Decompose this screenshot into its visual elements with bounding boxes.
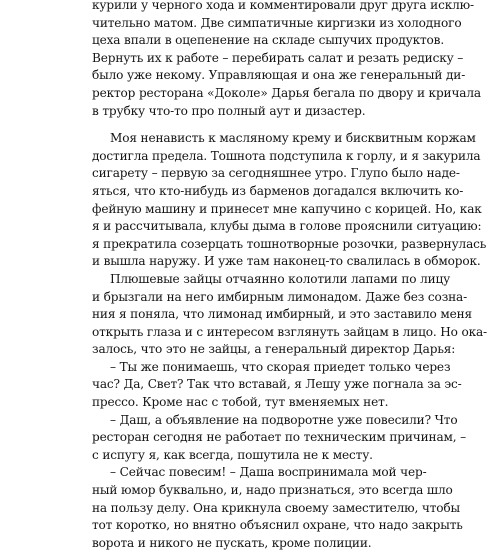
paragraph <box>92 130 487 271</box>
paragraph <box>92 464 463 552</box>
text-line: чительно матом. Две симпатичные киргизки из холодного <box>92 15 462 30</box>
text-line: было уже некому. Управляющая и она же генеральный ди- <box>92 68 466 83</box>
paragraph <box>92 412 467 465</box>
text-line: с испугу я, как всегда, пошутила не к месту. <box>92 447 373 462</box>
paragraph <box>92 359 462 412</box>
text-line: курили у черного хода и комментировали друг друга исклю- <box>92 0 474 12</box>
text-line: час? Да, Свет? Так что вставай, я Лешу уже погнала за эс- <box>92 377 462 392</box>
text-line: Моя ненависть к масляному крему и бисквитным коржам <box>110 131 476 146</box>
text-line: я прекратила созерцать тошнотворные розочки, развернулась <box>92 236 487 251</box>
text-line: прессо. Кроме нас с тобой, тут вменяемых нет. <box>92 395 389 410</box>
text-line: ресторан сегодня не работает по техническим причинам, – <box>92 430 467 445</box>
paragraph <box>92 271 487 359</box>
text-line: ный юмор буквально, и, надо признаться, это всегда шло <box>92 483 453 498</box>
body-text <box>92 0 487 552</box>
paragraph <box>92 0 481 120</box>
text-line: тот коротко, но внятно объяснил охране, что надо закрыть <box>92 518 463 533</box>
text-line: ректор ресторана «Доколе» Дарья бегала по двору и кричала <box>92 85 481 100</box>
text-line: достигла предела. Тошнота подступила к горлу, и я закурила <box>92 148 481 163</box>
text-line: открыть глаза и с интересом взглянуть зайцам в лицо. Но ока- <box>92 324 487 339</box>
text-line: цеха впали в оцепенение на складе сыпучих продуктов. <box>92 33 445 48</box>
text-line: яться, что кто-нибудь из барменов догадался включить ко- <box>92 183 464 198</box>
text-line: и брызгали на него имбирным лимонадом. Даже без созна- <box>92 289 468 304</box>
text-line: на пользу делу. Она крикнула своему заместителю, чтобы <box>92 500 461 515</box>
paragraph-gap <box>92 120 408 130</box>
text-line: – Сейчас повесим! – Даша воспринимала мой чер- <box>110 465 427 480</box>
text-line: и вышла наружу. И уже там наконец-то свалилась в обморок. <box>92 254 481 269</box>
text-line: в трубку что-то про полный аут и дизастер. <box>92 103 366 118</box>
text-line: – Ты же понимаешь, что скорая приедет только через <box>110 359 451 374</box>
text-line: Вернуть их к работе – перебирать салат и резать редиску – <box>92 50 464 65</box>
text-line: залось, что это не зайцы, а генеральный директор Дарья: <box>92 342 456 357</box>
text-line: – Даш, а объявление на подворотне уже повесили? Что <box>110 412 458 427</box>
text-line: я и рассчитывала, клубы дыма в голове прояснили ситуацию: <box>92 219 482 234</box>
text-line: сигарету – первую за сегодняшнее утро. Глупо было наде- <box>92 166 460 181</box>
text-line: ния я поняла, что лимонад имбирный, и это заставило меня <box>92 307 472 322</box>
text-line: ворота и никого не пускать, кроме полиции. <box>92 535 372 550</box>
text-line: фейную машину и принесет мне капучино с корицей. Но, как <box>92 201 482 216</box>
text-line: Плюшевые зайцы отчаянно колотили лапами по лицу <box>110 271 451 286</box>
